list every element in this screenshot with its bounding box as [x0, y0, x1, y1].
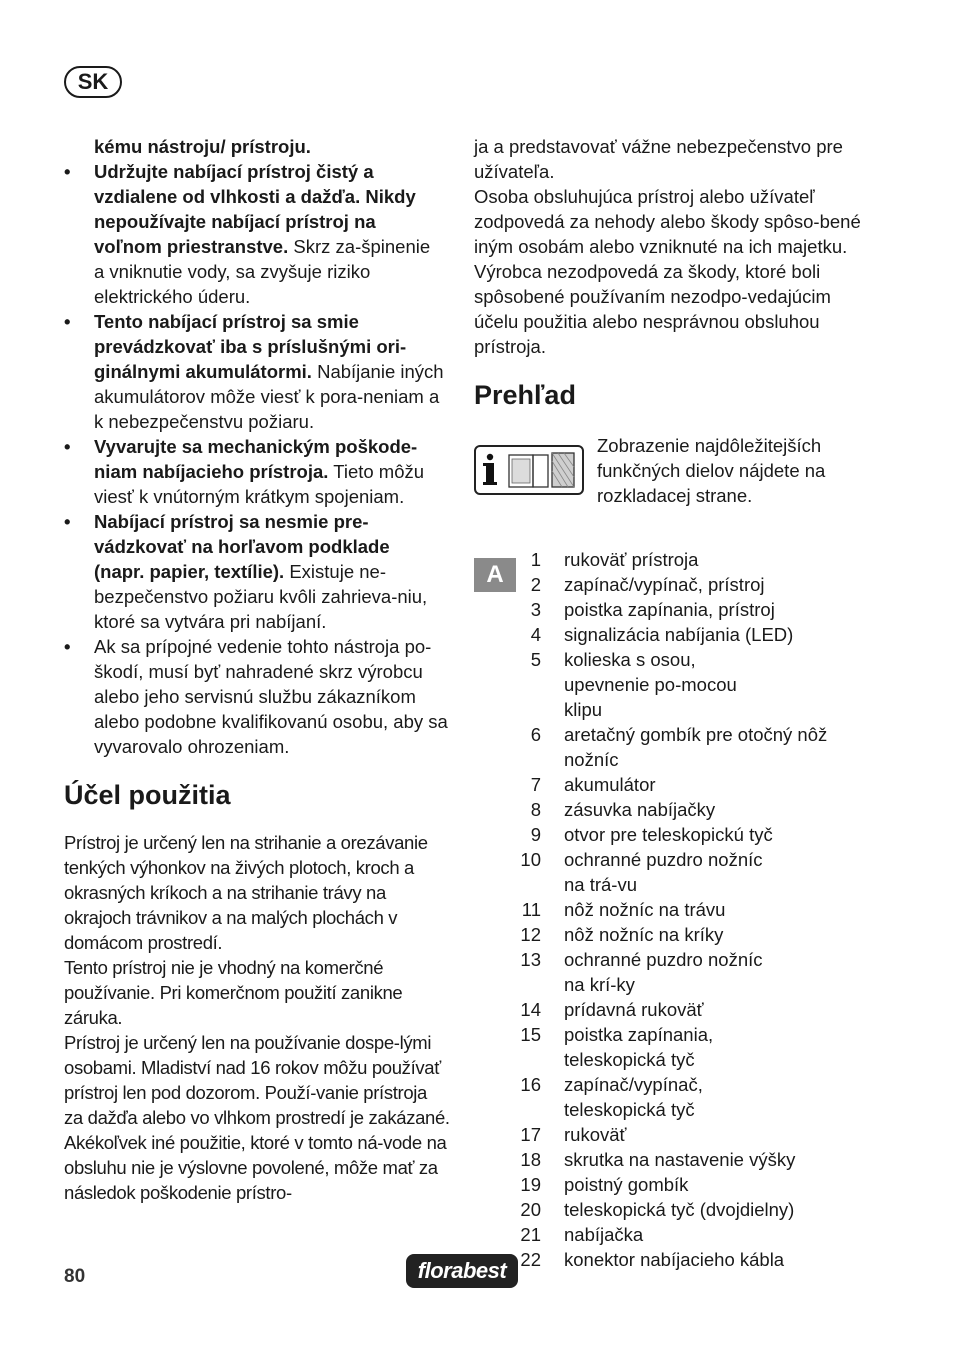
part-item	[474, 822, 864, 847]
bullet-item	[64, 634, 448, 759]
part-item	[474, 1022, 769, 1072]
part-item	[474, 847, 774, 897]
part-label: nabíjačka	[564, 1224, 644, 1245]
bullet-text: Ak sa prípojné vedenie tohto nástroja po-škodí, musí byť nahradené skrz výrobcu alebo jeho servisnú službu zákazníkom alebo podobne kvalifikovanú osobu, aby sa vyvarovalo ohrozeniam.	[94, 636, 448, 757]
page-number: 80	[64, 1266, 86, 1287]
parts-list	[474, 547, 864, 1272]
part-label: nôž nožníc na trávu	[564, 899, 726, 920]
liability-paragraph: Osoba obsluhujúca prístroj alebo užívateľ zodpovedá za nehody alebo škody spôso-bené iným osobám alebo vzniknuté na ich majetku. Výrobca nezodpovedá za škody, ktoré boli spôsobené používaním nezodpo-vedajúcim účelu použitia alebo nesprávnou obsluhou prístroja.	[474, 186, 861, 357]
bullet-bold-text: Udržujte nabíjací prístroj čistý a vzdialene od vlhkosti a dažďa. Nikdy nepoužívajte nabíjací prístroj na voľnom priestranstve.	[94, 161, 416, 257]
bullet-item	[64, 159, 439, 309]
part-item	[474, 647, 774, 722]
part-number: 17	[520, 1124, 541, 1145]
part-number: 10	[520, 849, 541, 870]
part-number: 14	[520, 999, 541, 1020]
part-label: zapínač/vypínač, teleskopická tyč	[564, 1074, 703, 1120]
section-a-badge: A	[474, 558, 516, 592]
bullet-dot-icon: •	[64, 436, 71, 457]
part-item	[474, 1172, 864, 1197]
part-item	[474, 772, 864, 797]
part-item	[474, 1247, 864, 1272]
part-number: 12	[520, 924, 541, 945]
bullet-text: Existuje ne-bezpečenstvo požiaru kvôli zahrieva-niu, ktoré sa vytvára pri nabíjaní.	[94, 561, 428, 632]
florabest-logo	[406, 1254, 518, 1288]
parts-legend	[474, 547, 864, 1272]
part-item	[474, 1122, 864, 1147]
part-item	[474, 1147, 864, 1172]
part-label: rukoväť	[564, 1124, 627, 1145]
part-number: 20	[520, 1199, 541, 1220]
part-label: konektor nabíjacieho kábla	[564, 1249, 785, 1270]
part-label: zapínač/vypínač, prístroj	[564, 574, 765, 595]
part-item	[474, 597, 864, 622]
part-number: 1	[530, 549, 541, 570]
bullet-bold-text: Tento nabíjací prístroj sa smie prevádzkovať iba s príslušnými ori-ginálnymi akumulátormi.	[94, 311, 407, 382]
part-label: poistka zapínania, teleskopická tyč	[564, 1024, 714, 1070]
info-note	[474, 433, 864, 523]
left-column	[64, 134, 448, 1205]
bullet-dot-icon: •	[64, 636, 71, 657]
part-item	[474, 1072, 769, 1122]
lead-fragment: kému nástroju/ prístroju.	[94, 136, 311, 157]
part-label: prídavná rukoväť	[564, 999, 704, 1020]
part-label: signalizácia nabíjania (LED)	[564, 624, 794, 645]
part-number: 3	[530, 599, 541, 620]
paragraph: Akékoľvek iné použitie, ktoré v tomto ná-vode na obsluhu nie je výslovne povolené, môže mať za následok poškodenie prístro-	[64, 1132, 447, 1203]
language-badge: SK	[64, 66, 122, 98]
bullet-bold-text: Nabíjací prístroj sa nesmie pre-vádzkovať na horľavom podklade (napr. papier, textílie).	[94, 511, 390, 582]
part-label: skrutka na nastavenie výšky	[564, 1149, 796, 1170]
part-number: 16	[520, 1074, 541, 1095]
part-label: ochranné puzdro nožníc na trá-vu	[564, 849, 763, 895]
part-number: 13	[520, 949, 541, 970]
part-label: kolieska s osou, upevnenie po-mocou klipu	[564, 649, 737, 720]
bullet-dot-icon: •	[64, 511, 71, 532]
part-label: poistný gombík	[564, 1174, 689, 1195]
part-number: 7	[530, 774, 541, 795]
part-number: 8	[530, 799, 541, 820]
part-item	[474, 897, 864, 922]
info-manual-icon	[474, 445, 584, 495]
part-number: 9	[530, 824, 541, 845]
part-number: 19	[520, 1174, 541, 1195]
part-item	[474, 622, 864, 647]
bullet-item	[64, 309, 448, 434]
part-label: nôž nožníc na kríky	[564, 924, 724, 945]
logo-text: florabest	[417, 1258, 507, 1283]
paragraph: Tento prístroj nie je vhodný na komerčné používanie. Pri komerčnom použití zanikne záruka.	[64, 957, 403, 1028]
part-number: 18	[520, 1149, 541, 1170]
part-item	[474, 722, 864, 772]
paragraph: Prístroj je určený len na strihanie a orezávanie tenkých výhonkov na živých plotoch, kroch a okrasných kríkoch a na strihanie trávy na okrajoch trávnikov a na malých plochách v domácom prostredí.	[64, 832, 428, 953]
part-item	[474, 797, 864, 822]
bullet-text: Skrz za-špinenie a vniknutie vody, sa zvyšuje riziko elektrického úderu.	[94, 236, 431, 307]
paragraph: Prístroj je určený len na používanie dospe-lými osobami. Mladiství nad 16 rokov môžu používať prístroj len pod dozorom. Použí-vanie prístroja za dažďa alebo vo vlhkom prostredí je zakázané.	[64, 1032, 450, 1128]
part-item	[474, 997, 864, 1022]
bullet-bold-text: Vyvarujte sa mechanickým poškode-niam nabíjacieho prístroja.	[94, 436, 418, 482]
part-number: 6	[530, 724, 541, 745]
part-number: 15	[520, 1024, 541, 1045]
part-number: 4	[530, 624, 541, 645]
section-heading-purpose: Účel použitia	[64, 780, 231, 810]
part-label: otvor pre teleskopickú tyč	[564, 824, 773, 845]
part-number: 11	[521, 899, 541, 920]
part-label: rukoväť prístroja	[564, 549, 699, 570]
bullet-text: Nabíjanie iných akumulátorov môže viesť k pora-neniam a k nebezpečenstvu požiaru.	[94, 361, 444, 432]
purpose-text	[64, 830, 450, 1205]
bullet-item	[64, 434, 448, 509]
bullet-dot-icon: •	[64, 311, 71, 332]
part-number: 5	[530, 649, 541, 670]
bullet-text: Tieto môžu viesť k vnútorným krátkym spojeniam.	[94, 461, 425, 507]
part-label: ochranné puzdro nožníc na krí-ky	[564, 949, 763, 995]
part-item	[474, 922, 864, 947]
part-label: zásuvka nabíjačky	[564, 799, 716, 820]
part-label: akumulátor	[564, 774, 656, 795]
part-label: teleskopická tyč (dvojdielny)	[564, 1199, 795, 1220]
safety-bullet-list	[64, 159, 448, 759]
part-item	[474, 1197, 864, 1222]
part-item	[474, 1222, 864, 1247]
right-column	[474, 134, 864, 1272]
part-label: poistka zapínania, prístroj	[564, 599, 775, 620]
part-label: aretačný gombík pre otočný nôž nožníc	[564, 724, 828, 770]
section-heading-overview: Prehľad	[474, 380, 576, 410]
bullet-item	[64, 509, 439, 634]
part-item	[474, 947, 774, 997]
info-text: Zobrazenie najdôležitejších funkčných dielov nájdete na rozkladacej strane.	[597, 435, 826, 506]
bullet-dot-icon: •	[64, 161, 71, 182]
part-item	[474, 572, 864, 597]
continuation-text: ja a predstavovať vážne nebezpečenstvo pre užívateľa.	[474, 136, 843, 182]
info-manual-graphic	[476, 447, 582, 493]
part-item	[474, 547, 864, 572]
part-number: 21	[520, 1224, 541, 1245]
part-number: 22	[520, 1249, 541, 1270]
part-number: 2	[530, 574, 541, 595]
